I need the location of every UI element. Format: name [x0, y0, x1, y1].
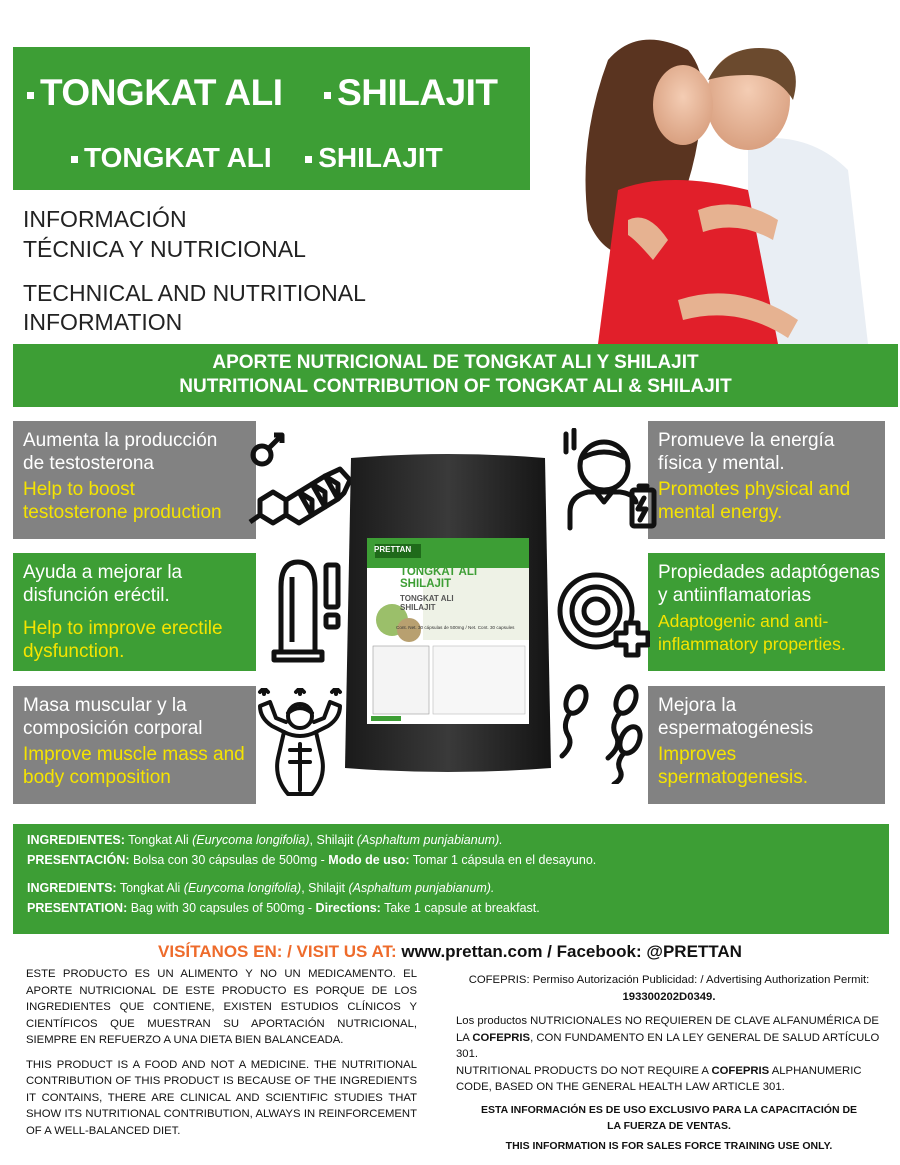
latin-name: (Asphaltum punjabianum). [348, 881, 495, 895]
feature-text-en: Help to boost testosterone production [23, 479, 222, 523]
cofepris-bold: COFEPRIS [472, 1031, 531, 1044]
info-en-line1: TECHNICAL AND NUTRITIONAL [23, 280, 366, 306]
info-heading-en [23, 279, 366, 337]
feature-muscle [13, 686, 256, 804]
label: INGREDIENTES: [27, 833, 125, 847]
feature-text-es: Ayuda a mejorar la disfunción eréctil. [23, 562, 183, 606]
text: , Shilajit [301, 881, 349, 895]
ingredients-es [27, 830, 875, 850]
visit-links[interactable]: www.prettan.com / Facebook: @PRETTAN [401, 942, 742, 961]
pouch-label [400, 566, 477, 612]
feature-text-en: Promotes physical and mental energy. [658, 479, 851, 523]
bullet-icon [305, 156, 312, 163]
energy-person-icon [560, 428, 660, 536]
pouch-label-line4: SHILAJIT [400, 603, 436, 612]
title-tongkat: TONGKAT ALI [40, 72, 283, 113]
feature-testosterone [13, 421, 256, 539]
title-shilajit: SHILAJIT [337, 72, 498, 113]
cofepris-bold: COFEPRIS [711, 1064, 770, 1077]
feature-energy [648, 421, 885, 539]
band-title-es: APORTE NUTRICIONAL DE TONGKAT ALI Y SHILAJIT [212, 352, 699, 373]
pouch-label-line1: TONGKAT ALI [400, 566, 478, 578]
text: Tongkat Ali [124, 833, 193, 847]
feature-adaptogenic [648, 553, 885, 671]
presentation-en [27, 898, 875, 918]
requirement-es [456, 1013, 882, 1063]
latin-name: (Eurycoma longifolia) [192, 833, 310, 847]
band-title-en: NUTRITIONAL CONTRIBUTION OF TONGKAT ALI & SHILAJIT [179, 376, 732, 397]
cofepris-column [456, 972, 882, 1154]
pouch-label-line2: SHILAJIT [400, 578, 452, 590]
ingredients-en [27, 878, 875, 898]
sperm-icon [548, 680, 652, 784]
subtitle-tongkat: TONGKAT ALI [84, 142, 272, 173]
text: , CON FUNDAMENTO EN LA LEY GENERAL DE SALUD ARTÍCULO 301. [456, 1031, 880, 1060]
pouch-label-line3: TONGKAT ALI [400, 594, 454, 603]
product-subtitle [71, 142, 443, 174]
pouch-net-content: Cont. Net. 30 cápsulas de 500mg / Net. Cont. 30 capsules [396, 625, 515, 630]
nutrition-band [13, 344, 898, 407]
label: Modo de uso: [328, 853, 410, 867]
text: Los productos NUTRICIONALES NO REQUIEREN DE CLAVE ALFANUMÉRICA DE LA [456, 1015, 879, 1044]
presentation-es [27, 850, 875, 870]
disclaimer-en: THIS PRODUCT IS A FOOD AND NOT A MEDICINE. THE NUTRITIONAL CONTRIBUTION OF THIS PRODUCT IS BECAUSE OF THE INGREDIENTS IT CONTAINS, THERE ARE CLINICAL AND SCIENTIFIC STUDIES THAT SHOW ITS NUTRITIONAL CONTRIBUTION, ALWAYS IN REINFORCEMENT OF A WELL-BALANCED DIET. [26, 1058, 417, 1137]
feature-erectile [13, 553, 256, 671]
feature-text-en: Help to improve erectile dysfunction. [23, 618, 223, 662]
bullet-icon [324, 92, 331, 99]
info-heading-es [23, 204, 306, 264]
cofepris-permit-code: 193300202D0349. [622, 990, 716, 1003]
info-es-line1: INFORMACIÓN [23, 206, 187, 232]
feature-text-es: Propiedades adaptógenas y antiinflamatorias [658, 562, 880, 606]
training-note-es: ESTA INFORMACIÓN ES DE USO EXCLUSIVO PARA LA CAPACITACIÓN DE LA FUERZA DE VENTAS. [480, 1103, 858, 1132]
feature-text-en: Improve muscle mass and body composition [23, 744, 245, 788]
info-en-line2: INFORMATION [23, 309, 183, 335]
label: INGREDIENTS: [27, 881, 117, 895]
product-pouch-image [337, 450, 559, 778]
bullet-icon [27, 92, 34, 99]
disclaimer-column [26, 966, 417, 1139]
text: Take 1 capsule at breakfast. [380, 901, 540, 915]
label: Directions: [315, 901, 381, 915]
latin-name: (Eurycoma longifolia) [183, 881, 302, 895]
visit-line [0, 942, 900, 962]
text: Bag with 30 capsules of 500mg - [127, 901, 316, 915]
disclaimer-es: ESTE PRODUCTO ES UN ALIMENTO Y NO UN MEDICAMENTO. EL APORTE NUTRICIONAL DE ESTE PRODUCTO ES PORQUE DE LOS INGREDIENTES QUE CONTIENE, EXISTEN ESTUDIOS CLÍNICOS Y CIENTÍFICOS QUE MUESTRAN SU APORTACIÓN NUTRICIONAL, SIEMPRE EN REFUERZO A UNA DIETA BIEN BALANCEADA. [26, 968, 417, 1046]
pouch-brand: PRETTAN [374, 545, 412, 554]
cofepris-permit-text: COFEPRIS: Permiso Autorización Publicidad: / Advertising Authorization Permit: [468, 974, 870, 986]
product-title [27, 72, 498, 114]
condom-warning-icon [266, 557, 346, 667]
feature-text-es: Promueve la energía física y mental. [658, 430, 835, 474]
label: PRESENTACIÓN: [27, 853, 130, 867]
bullet-icon [71, 156, 78, 163]
text: , Shilajit [309, 833, 357, 847]
couple-photo [548, 20, 888, 344]
target-plus-icon [554, 567, 650, 667]
feature-text-en: Improves spermatogenesis. [658, 744, 808, 788]
feature-text-es: Mejora la espermatogénesis [658, 695, 814, 739]
text: Tongkat Ali [116, 881, 184, 895]
training-note-en: THIS INFORMATION IS FOR SALES FORCE TRAINING USE ONLY. [505, 1139, 833, 1152]
text: Bolsa con 30 cápsulas de 500mg - [129, 853, 329, 867]
info-es-line2: TÉCNICA Y NUTRICIONAL [23, 236, 306, 262]
feature-text-en: Adaptogenic and anti-inflammatory properties. [658, 611, 846, 654]
feature-sperm [648, 686, 885, 804]
label: PRESENTATION: [27, 901, 128, 915]
feature-text-es: Masa muscular y la composición corporal [23, 695, 203, 739]
visit-label: VISÍTANOS EN: / VISIT US AT: [158, 942, 397, 961]
subtitle-shilajit: SHILAJIT [318, 142, 443, 173]
text: Tomar 1 cápsula en el desayuno. [409, 853, 597, 867]
requirement-en [456, 1063, 882, 1096]
latin-name: (Asphaltum punjabianum). [356, 833, 503, 847]
text: NUTRITIONAL PRODUCTS DO NOT REQUIRE A [456, 1064, 712, 1077]
feature-text-es: Aumenta la producción de testosterona [23, 430, 218, 474]
text: ALPHANUMERIC CODE, BASED ON THE GENERAL HEALTH LAW ARTICLE 301. [456, 1064, 862, 1093]
ingredients-box [13, 824, 889, 934]
title-banner [13, 47, 530, 190]
